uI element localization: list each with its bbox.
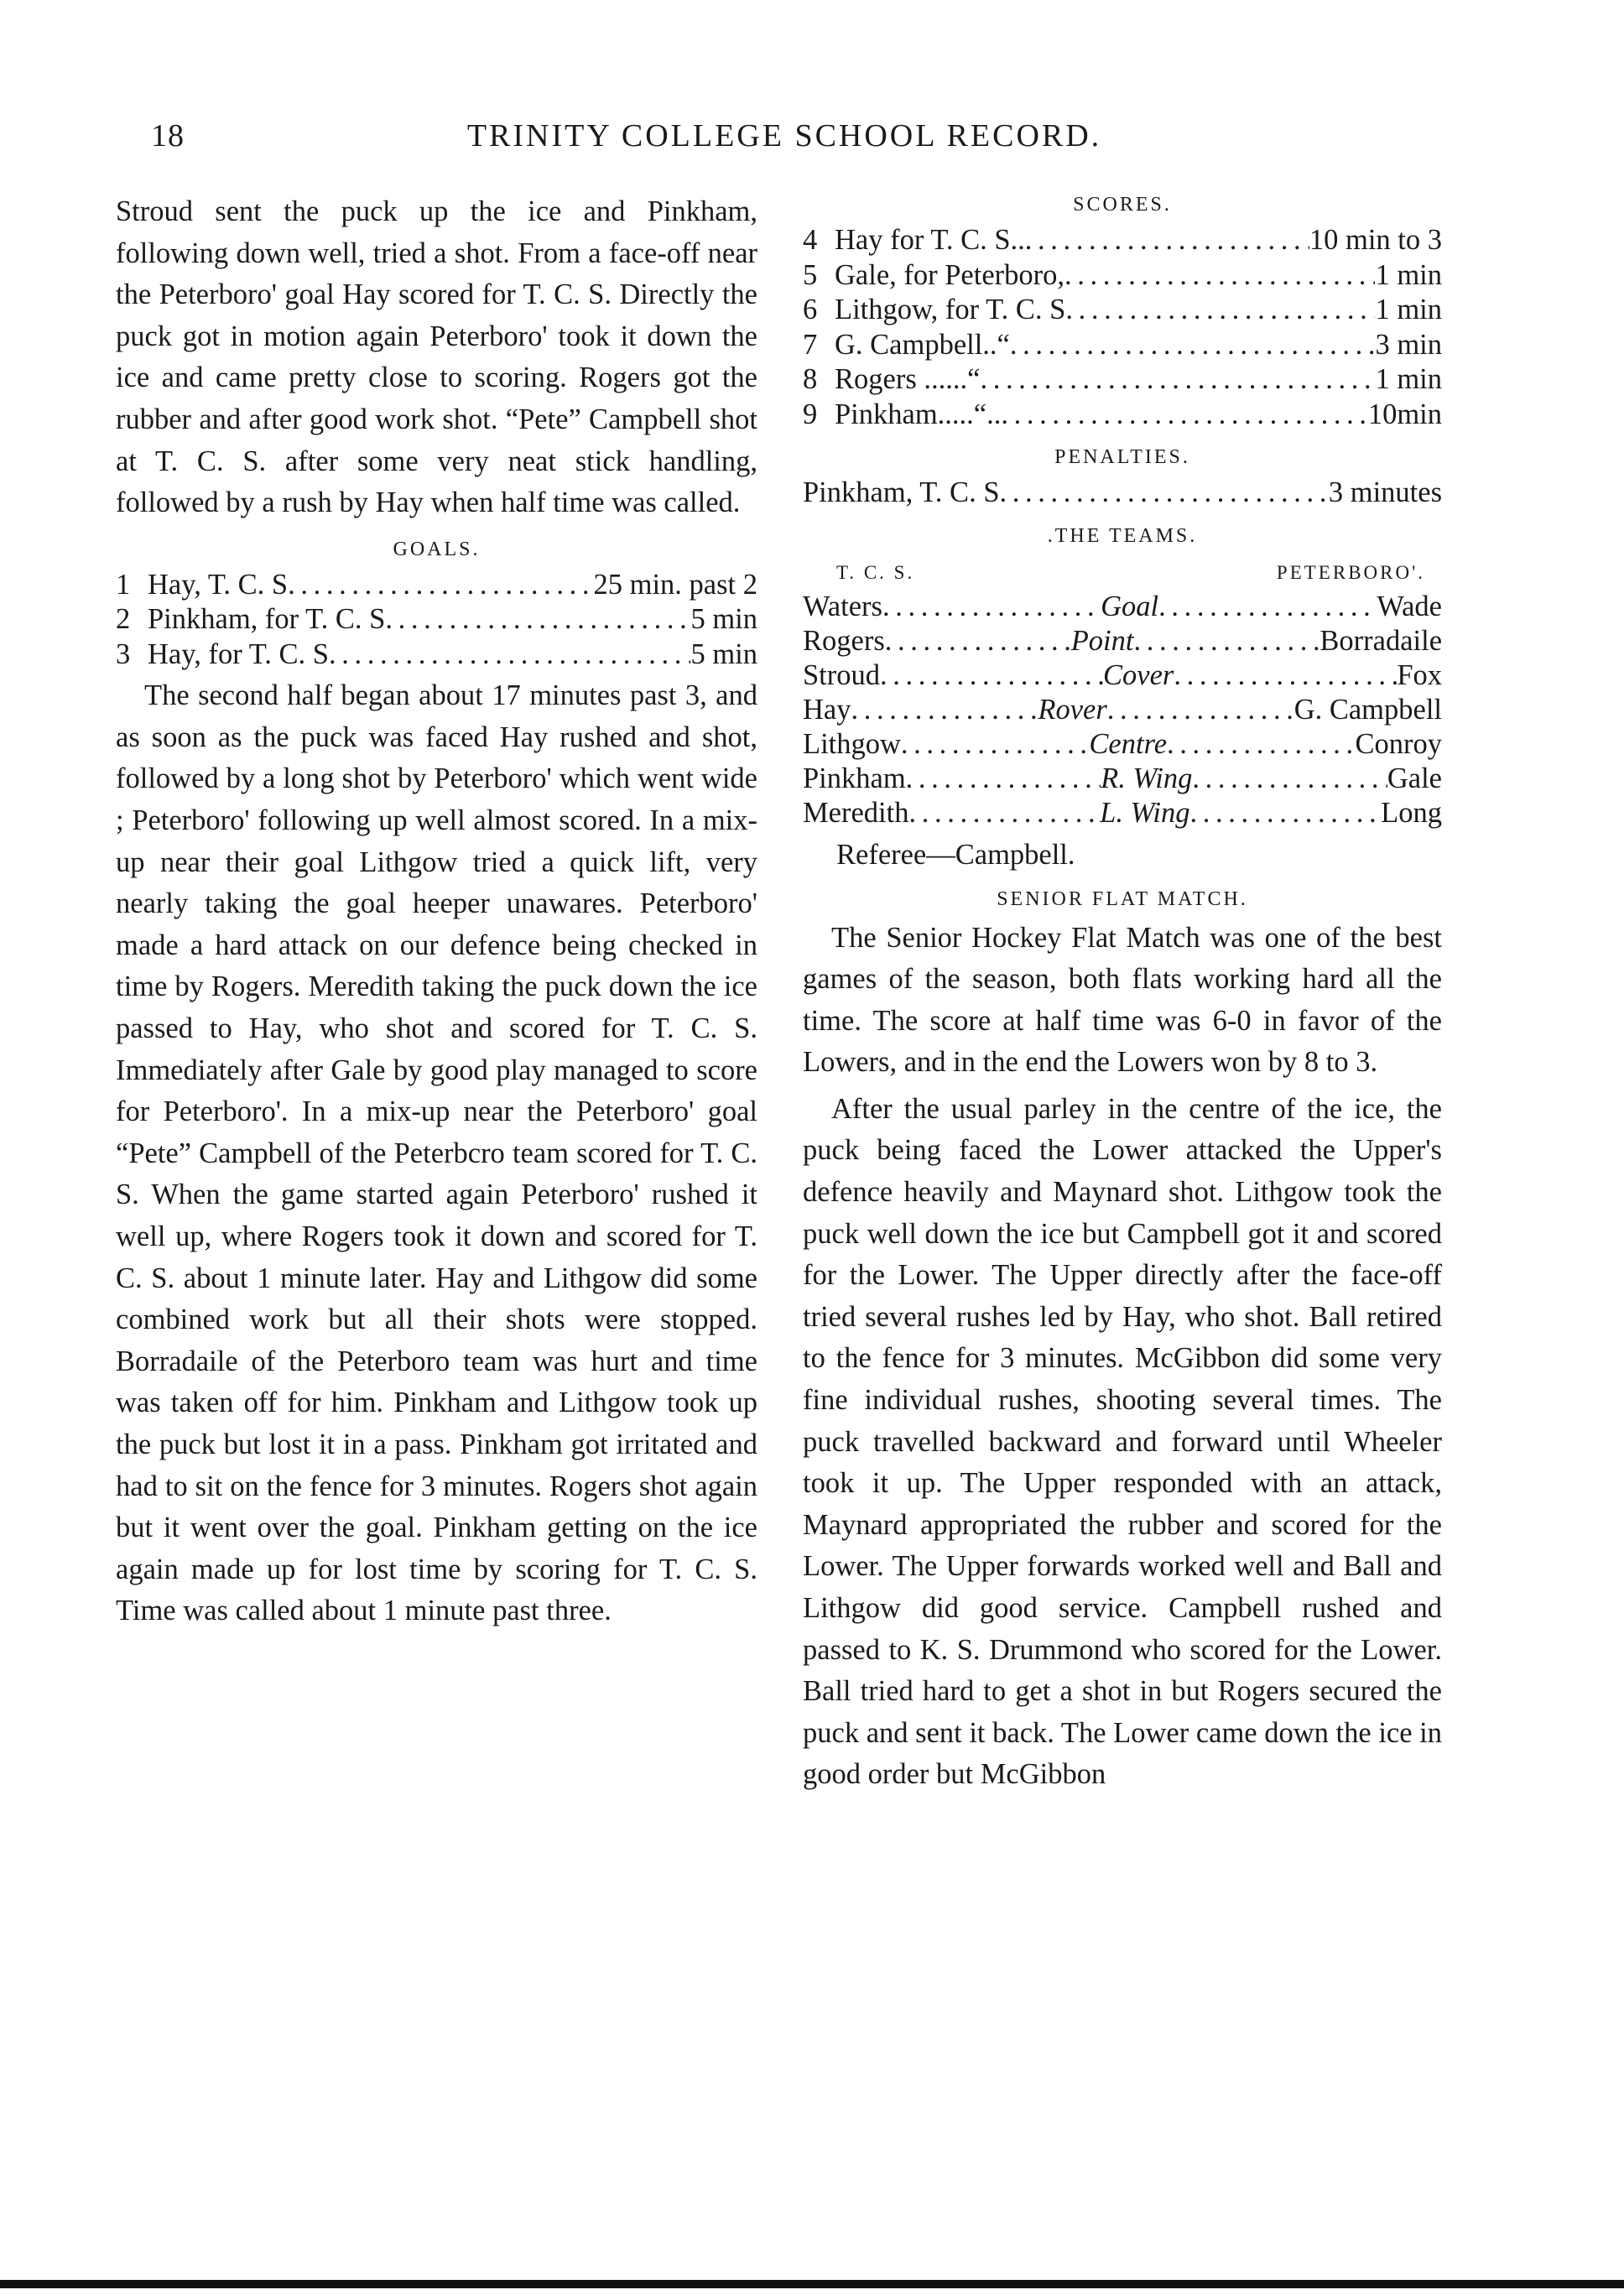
goals-list (116, 568, 757, 673)
goal-row (116, 568, 757, 603)
goal-time: 25 min. past 2 (593, 568, 757, 601)
position: Goal (1101, 590, 1159, 622)
dot-leader (880, 658, 1103, 693)
score-row (803, 398, 1442, 433)
position: Centre (1089, 727, 1168, 760)
dot-leader (906, 762, 1101, 796)
score-number: 8 (803, 363, 818, 395)
senior-flat-match-heading: SENIOR FLAT MATCH. (997, 887, 1248, 910)
dot-leader (1001, 398, 1367, 433)
tcs-player: Meredith (803, 796, 909, 829)
goal-number: 2 (116, 603, 131, 636)
goal-row (116, 602, 757, 638)
tcs-player: Hay (803, 693, 851, 726)
teams-heading: .THE TEAMS. (1047, 524, 1198, 547)
peterboro-player: Gale (1387, 762, 1442, 794)
position: Rover (1038, 693, 1107, 726)
score-time: 1 min (1375, 294, 1442, 325)
dot-leader (329, 638, 691, 673)
score-scorer: Rogers ......“ (835, 363, 981, 395)
score-number: 4 (803, 224, 818, 256)
goal-number: 3 (116, 638, 131, 670)
score-row (803, 258, 1442, 294)
lineup-row (803, 624, 1442, 658)
lineup-table (803, 590, 1442, 830)
page-header (126, 117, 1443, 168)
tcs-player: Rogers (803, 624, 885, 657)
team-tcs-label: T. C. S. (836, 561, 915, 583)
position: Point (1070, 624, 1134, 657)
peterboro-player: Wade (1377, 590, 1442, 622)
referee-line: Referee—Campbell. (836, 838, 1075, 871)
dot-leader (901, 727, 1089, 762)
flat-match-paragraph-1: The Senior Hockey Flat Match was one of the best games of the season, both flats working hard all the time. The score at half time was 6-0 in favor of the Lowers, and in the end the Lowers won by 8 to 3. (803, 921, 1442, 1079)
score-time: 3 min (1375, 328, 1442, 361)
tcs-player: Lithgow (803, 727, 901, 760)
lineup-row (803, 693, 1442, 727)
scores-heading: SCORES. (1073, 194, 1172, 216)
dot-leader (851, 693, 1038, 727)
score-time: 1 min (1375, 258, 1442, 291)
score-row (803, 223, 1442, 258)
dot-leader (288, 568, 593, 603)
score-row (803, 362, 1442, 398)
goals-heading: GOALS. (393, 538, 481, 560)
page-bottom-edge (0, 2280, 1624, 2288)
goal-scorer: Hay, for T. C. S (148, 638, 329, 670)
dot-leader (1158, 590, 1377, 624)
goal-time: 5 min (690, 603, 757, 636)
dot-leader (1025, 223, 1309, 258)
peterboro-player: Conroy (1355, 727, 1443, 760)
dot-leader (1107, 693, 1294, 727)
position: R. Wing (1101, 762, 1193, 794)
dot-leader (1167, 727, 1355, 762)
goal-row (116, 638, 757, 673)
score-scorer: G. Campbell..“ (835, 328, 1010, 361)
penalties-heading: PENALTIES. (1054, 446, 1190, 468)
flat-match-paragraph-2: After the usual parley in the centre of the ice, the puck being faced the Lower attacked the Upper's defence heavily and Maynard shot. Lithgow took the puck well down the ice but Campbell got it and scored for the Lower. The Upper directly after the face-off tried several rushes led by Hay, who shot. Ball retired to the fence for 3 minutes. McGibbon did some very fine individual rushes, shooting several times. The puck travelled backward and forward until Wheeler took it up. The Upper responded with an attack, Maynard appropriated the rubber and scored for the Lower. The Upper forwards worked well and Ball and Lithgow did good service. Campbell rushed and passed to K. S. Drummond who scored for the Lower. Ball tried hard to get a shot in but Rogers secured the puck and sent it back. The Lower came down the ice in good order but McGibbon (803, 1092, 1442, 1791)
dot-leader (1010, 328, 1376, 363)
dot-leader (1065, 293, 1375, 328)
peterboro-player: Borradaile (1320, 624, 1443, 657)
running-title: TRINITY COLLEGE SCHOOL RECORD. (466, 118, 1102, 154)
game-report-paragraph-1: Stroud sent the puck up the ice and Pinkham, following down well, tried a shot. From a face-off near the Peterboro' goal Hay scored for T. C. S. Directly the puck got in motion again Peterboro' took it down the ice and came pretty close to scoring. Rogers got the rubber and after good work shot. “Pete” Campbell shot at T. C. S. after some very neat stick handling, followed by a rush by Hay when half time was called. (116, 195, 757, 519)
lineup-row (803, 658, 1442, 693)
score-time: 10min (1367, 398, 1442, 430)
score-number: 5 (803, 258, 818, 291)
game-report-paragraph-2: The second half began about 17 minutes past 3, and as soon as the puck was faced Hay rushed and shot, followed by a long shot by Peterboro' which went wide ; Peterboro' following up well almost scored. In a mix-up near their goal Lithgow tried a quick lift, very nearly taking the goal heeper unawares. Peterboro' made a hard attack on our defence being checked in time by Rogers. Meredith taking the puck down the ice passed to Hay, who shot and scored for T. C. S. Immediately after Gale by good play managed to score for Peterboro'. In a mix-up near the Peterboro' goal “Pete” Campbell of the Peterbcro team scored for T. C. S. When the game started again Peterboro' rushed it well up, where Rogers took it down and scored for T. C. S. about 1 minute later. Hay and Lithgow did some combined work but all their shots were stopped. Borradaile of the Peterboro team was hurt and time was taken off for him. Pinkham and Lithgow took up the puck but lost it in a pass. Pinkham got irritated and had to sit on the fence for 3 minutes. Rogers shot again but it went over the goal. Pinkham getting on the ice again made up for lost time by scoring for T. C. S. Time was called about 1 minute past three. (116, 679, 757, 1627)
penalty-player: Pinkham, T. C. S (803, 476, 1000, 508)
right-column (803, 191, 1442, 1796)
tcs-player: Stroud (803, 658, 881, 691)
peterboro-player: Fox (1397, 658, 1442, 691)
score-row (803, 328, 1442, 363)
position: L. Wing (1100, 796, 1190, 829)
dot-leader (885, 624, 1071, 658)
dot-leader (1000, 476, 1329, 511)
score-scorer: Hay for T. C. S.. (835, 224, 1025, 256)
dot-leader (1133, 624, 1320, 658)
peterboro-player: Long (1381, 796, 1442, 829)
score-time: 1 min (1375, 363, 1442, 395)
goal-time: 5 min (690, 638, 757, 670)
score-scorer: Gale, for Peterboro, (835, 258, 1064, 291)
lineup-row (803, 590, 1442, 624)
goal-scorer: Hay, T. C. S (148, 568, 289, 601)
lineup-row (803, 727, 1442, 762)
team-peterboro-label: PETERBORO'. (1276, 561, 1425, 583)
dot-leader (1064, 258, 1375, 294)
dot-leader (882, 590, 1101, 624)
dot-leader (908, 796, 1100, 830)
lineup-row (803, 762, 1442, 796)
score-scorer: Pinkham.....“.. (835, 398, 1002, 430)
dot-leader (980, 362, 1375, 398)
score-row (803, 293, 1442, 328)
tcs-player: Waters (803, 590, 882, 622)
dot-leader (1192, 762, 1387, 796)
position: Cover (1103, 658, 1174, 691)
penalty-row (803, 476, 1442, 511)
peterboro-player: G. Campbell (1293, 693, 1442, 726)
dot-leader (1174, 658, 1397, 693)
page-number: 18 (151, 118, 185, 154)
score-number: 9 (803, 398, 818, 430)
tcs-player: Pinkham (803, 762, 906, 794)
lineup-row (803, 796, 1442, 830)
score-number: 6 (803, 294, 818, 325)
score-number: 7 (803, 328, 818, 361)
dot-leader (385, 602, 690, 638)
score-scorer: Lithgow, for T. C. S (835, 294, 1066, 325)
goal-number: 1 (116, 568, 131, 601)
team-names (803, 556, 1442, 590)
left-column (116, 191, 757, 1632)
score-time: 10 min to 3 (1309, 224, 1442, 256)
penalty-time: 3 minutes (1328, 476, 1442, 508)
scores-list (803, 223, 1442, 432)
goal-scorer: Pinkham, for T. C. S (148, 603, 386, 636)
dot-leader (1190, 796, 1382, 830)
